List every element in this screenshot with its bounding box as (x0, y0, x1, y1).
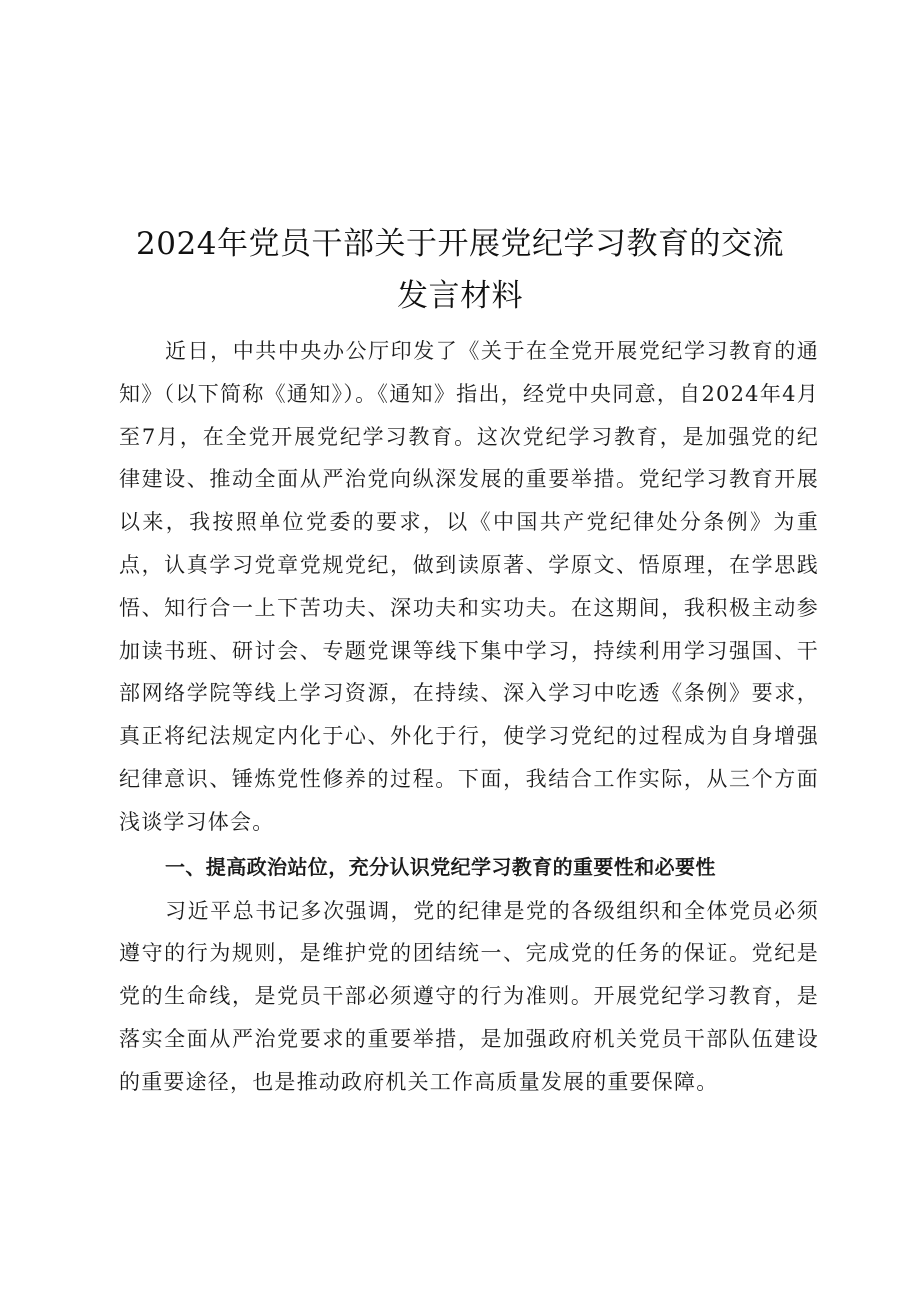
document-body (119, 330, 819, 1104)
paragraph-section-1: 习近平总书记多次强调，党的纪律是党的各级组织和全体党员必须遵守的行为规则，是维护党的团结统一、完成党的任务的保证。党纪是党的生命线，是党员干部必须遵守的行为准则。开展党纪学习教育，是落实全面从严治党要求的重要举措，是加强政府机关党员干部队伍建设的重要途径，也是推动政府机关工作高质量发展的重要保障。 (119, 898, 819, 1094)
section-heading-1: 一、提高政治站位，充分认识党纪学习教育的重要性和必要性 (165, 854, 716, 879)
title-line-1: 2024年党员干部关于开展党纪学习教育的交流 (136, 226, 784, 262)
paragraph-intro: 近日，中共中央办公厅印发了《关于在全党开展党纪学习教育的通知》（以下简称《通知》）。《通知》指出，经党中央同意，自2024年4月至7月，在全党开展党纪学习教育。这次党纪学习教育，是加强党的纪律建设、推动全面从严治党向纵深发展的重要举措。党纪学习教育开展以来，我按照单位党委的要求，以《中国共产党纪律处分条例》为重点，认真学习党章党规党纪，做到读原著、学原文、悟原理，在学思践悟、知行合一上下苦功夫、深功夫和实功夫。在这期间，我积极主动参加读书班、研讨会、专题党课等线下集中学习，持续利用学习强国、干部网络学院等线上学习资源，在持续、深入学习中吃透《条例》要求，真正将纪法规定内化于心、外化于行，使学习党纪的过程成为自身增强纪律意识、锤炼党性修养的过程。下面，我结合工作实际，从三个方面浅谈学习体会。 (119, 339, 819, 834)
document-title (110, 218, 810, 322)
title-line-2: 发言材料 (397, 278, 523, 314)
